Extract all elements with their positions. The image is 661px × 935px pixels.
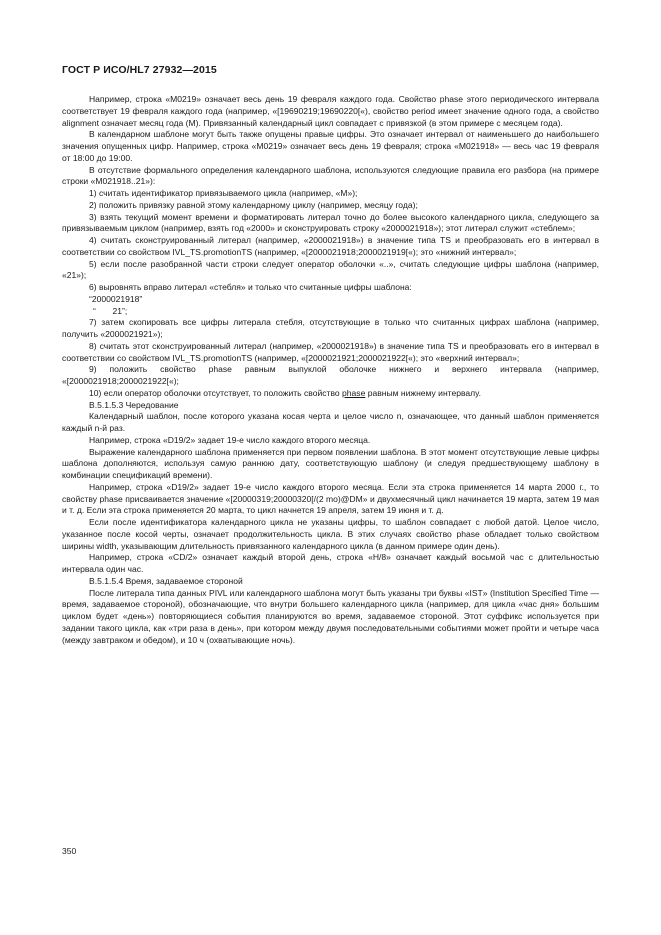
page-number: 350 [62, 846, 77, 856]
paragraph: Календарный шаблон, после которого указана косая черта и целое число n, означающее, что данный шаблон применяется каждый n-й раз. [62, 411, 599, 433]
paragraph: Например, строка «M0219» означает весь день 19 февраля каждого года. Свойство phase этого периодического интервала соответствует 19 февраля каждого года (например, «[19690219;19690220[«), свойство period имеет значение одного года, а свойство alignment означает месяц года (M). Привязанный календарный цикл совпадает с привязкой (в этом примере с месяцем года). [62, 94, 599, 128]
literal-example: “2000021918” [89, 293, 143, 304]
rule-item: 1) считать идентификатор привязываемого цикла (например, «M»); [89, 188, 358, 198]
literal-example: “ 21”; [93, 305, 128, 316]
rule-item: 9) положить свойство phase равным выпуклой оболочке нижнего и верхнего интервала (например, «[2000021918;2000021922[«); [62, 364, 599, 386]
paragraph: В календарном шаблоне могут быть также опущены правые цифры. Это означает интервал от наименьшего до наибольшего значения опущенных цифр. Например, строка «M0219» означает весь день 19 февраля; строка «M021918» — весь час 19 февраля от 18:00 до 19:00. [62, 129, 599, 163]
standard-header: ГОСТ Р ИСО/HL7 27932—2015 [62, 64, 217, 76]
section-heading: В.5.1.5.3 Чередование [89, 399, 179, 410]
rule-item: 6) выровнять вправо литерал «стебля» и только что считанные цифры шаблона: [89, 282, 412, 292]
rule-item [62, 388, 599, 400]
paragraph: Например, строка «CD/2» означает каждый второй день, строка «H/8» означает каждый восьмой час с длительностью интервала один час. [62, 552, 599, 574]
page-content [62, 94, 599, 646]
rule-item: 2) положить привязку равной этому календарному циклу (например, месяцу года); [89, 199, 418, 210]
rule-item: 3) взять текущий момент времени и форматировать литерал точно до более высокого календарного цикла, следующего за привязываемым циклом (например, взять год «2000» и сконструировать строку «2000021918»); этот литерал служит «стеблем»; [62, 211, 599, 234]
underlined-term: phase [342, 387, 366, 398]
rule-item: 8) считать этот сконструированный литерал (например, «2000021918») в значение типа TS и преобразовать его в интервал в соответствии со свойством IVL_TS.promotionTS (например, «[2000021921;2000021922[«); это «верхний интервал»; [62, 340, 599, 363]
section-heading: В.5.1.5.4 Время, задаваемое стороной [89, 575, 243, 586]
paragraph: Выражение календарного шаблона применяется при первом появлении шаблона. В этот момент отсутствующие левые цифры шаблона дополняются, используя самую раннюю дату, соответствующую шаблону (и следуя предшествующему шаблону в комбинации спецификаций времени). [62, 446, 599, 480]
paragraph: Например, строка «D19/2» задает 19-е число каждого второго месяца. [89, 434, 371, 445]
rule-item: 5) если после разобранной части строки следует оператор оболочки «..», считать следующие цифры шаблона (например, «21»); [62, 258, 599, 281]
rule-text: равным нижнему интервалу. [365, 387, 481, 398]
rule-item: 7) затем скопировать все цифры литерала стебля, отсутствующие в только что считанных цифрах шаблона (например, получить «2000021921»); [62, 317, 599, 339]
rule-item: 4) считать сконструированный литерал (например, «2000021918») в значение типа TS и преобразовать его в интервал в соответствии со свойством IVL_TS.promotionTS (например, «[2000021918;2000021919[«); это «нижний интервал»; [62, 235, 599, 257]
rule-text: 10) если оператор оболочки отсутствует, то положить свойство [89, 387, 343, 398]
paragraph: После литерала типа данных PIVL или календарного шаблона могут быть указаны три буквы «IST» (Institution Specified Time — время, задаваемое стороной), обозначающие, что внутри большего календарного цикла (например, для цикла «час дня» большим циклом будет «день») повторяющиеся события планируются во время, задаваемое стороной. Этот суффикс используется при задании такого цикла, как «три раза в день», при котором между двумя последовательными событиями может пройти и четыре часа (между завтраком и обедом), и 10 ч (охватывающие ночь). [62, 587, 599, 645]
paragraph: Если после идентификатора календарного цикла не указаны цифры, то шаблон совпадает с любой датой. Целое число, указанное после косой черты, означает продолжительность цикла. В этих случаях свойство phase обладает только свойством ширины width, указывающим длительность привязанного календарного цикла (в данном примере один день). [62, 517, 599, 551]
paragraph: В отсутствие формального определения календарного шаблона, используются следующие правила его разбора (на примере строки «M021918..21»): [62, 164, 599, 187]
paragraph: Например, строка «D19/2» задает 19-е число каждого второго месяца. Если эта строка применяется 14 марта 2000 г., то свойству phase присваивается значение «[20000319;20000320[/(2 mo)@DM» и двухмесячный цикл начинается 19 марта, затем 19 мая и т. д. Если эта строка применяется 20 марта, то цикл начнется 19 апреля, затем 19 июня и т. д. [62, 481, 599, 516]
